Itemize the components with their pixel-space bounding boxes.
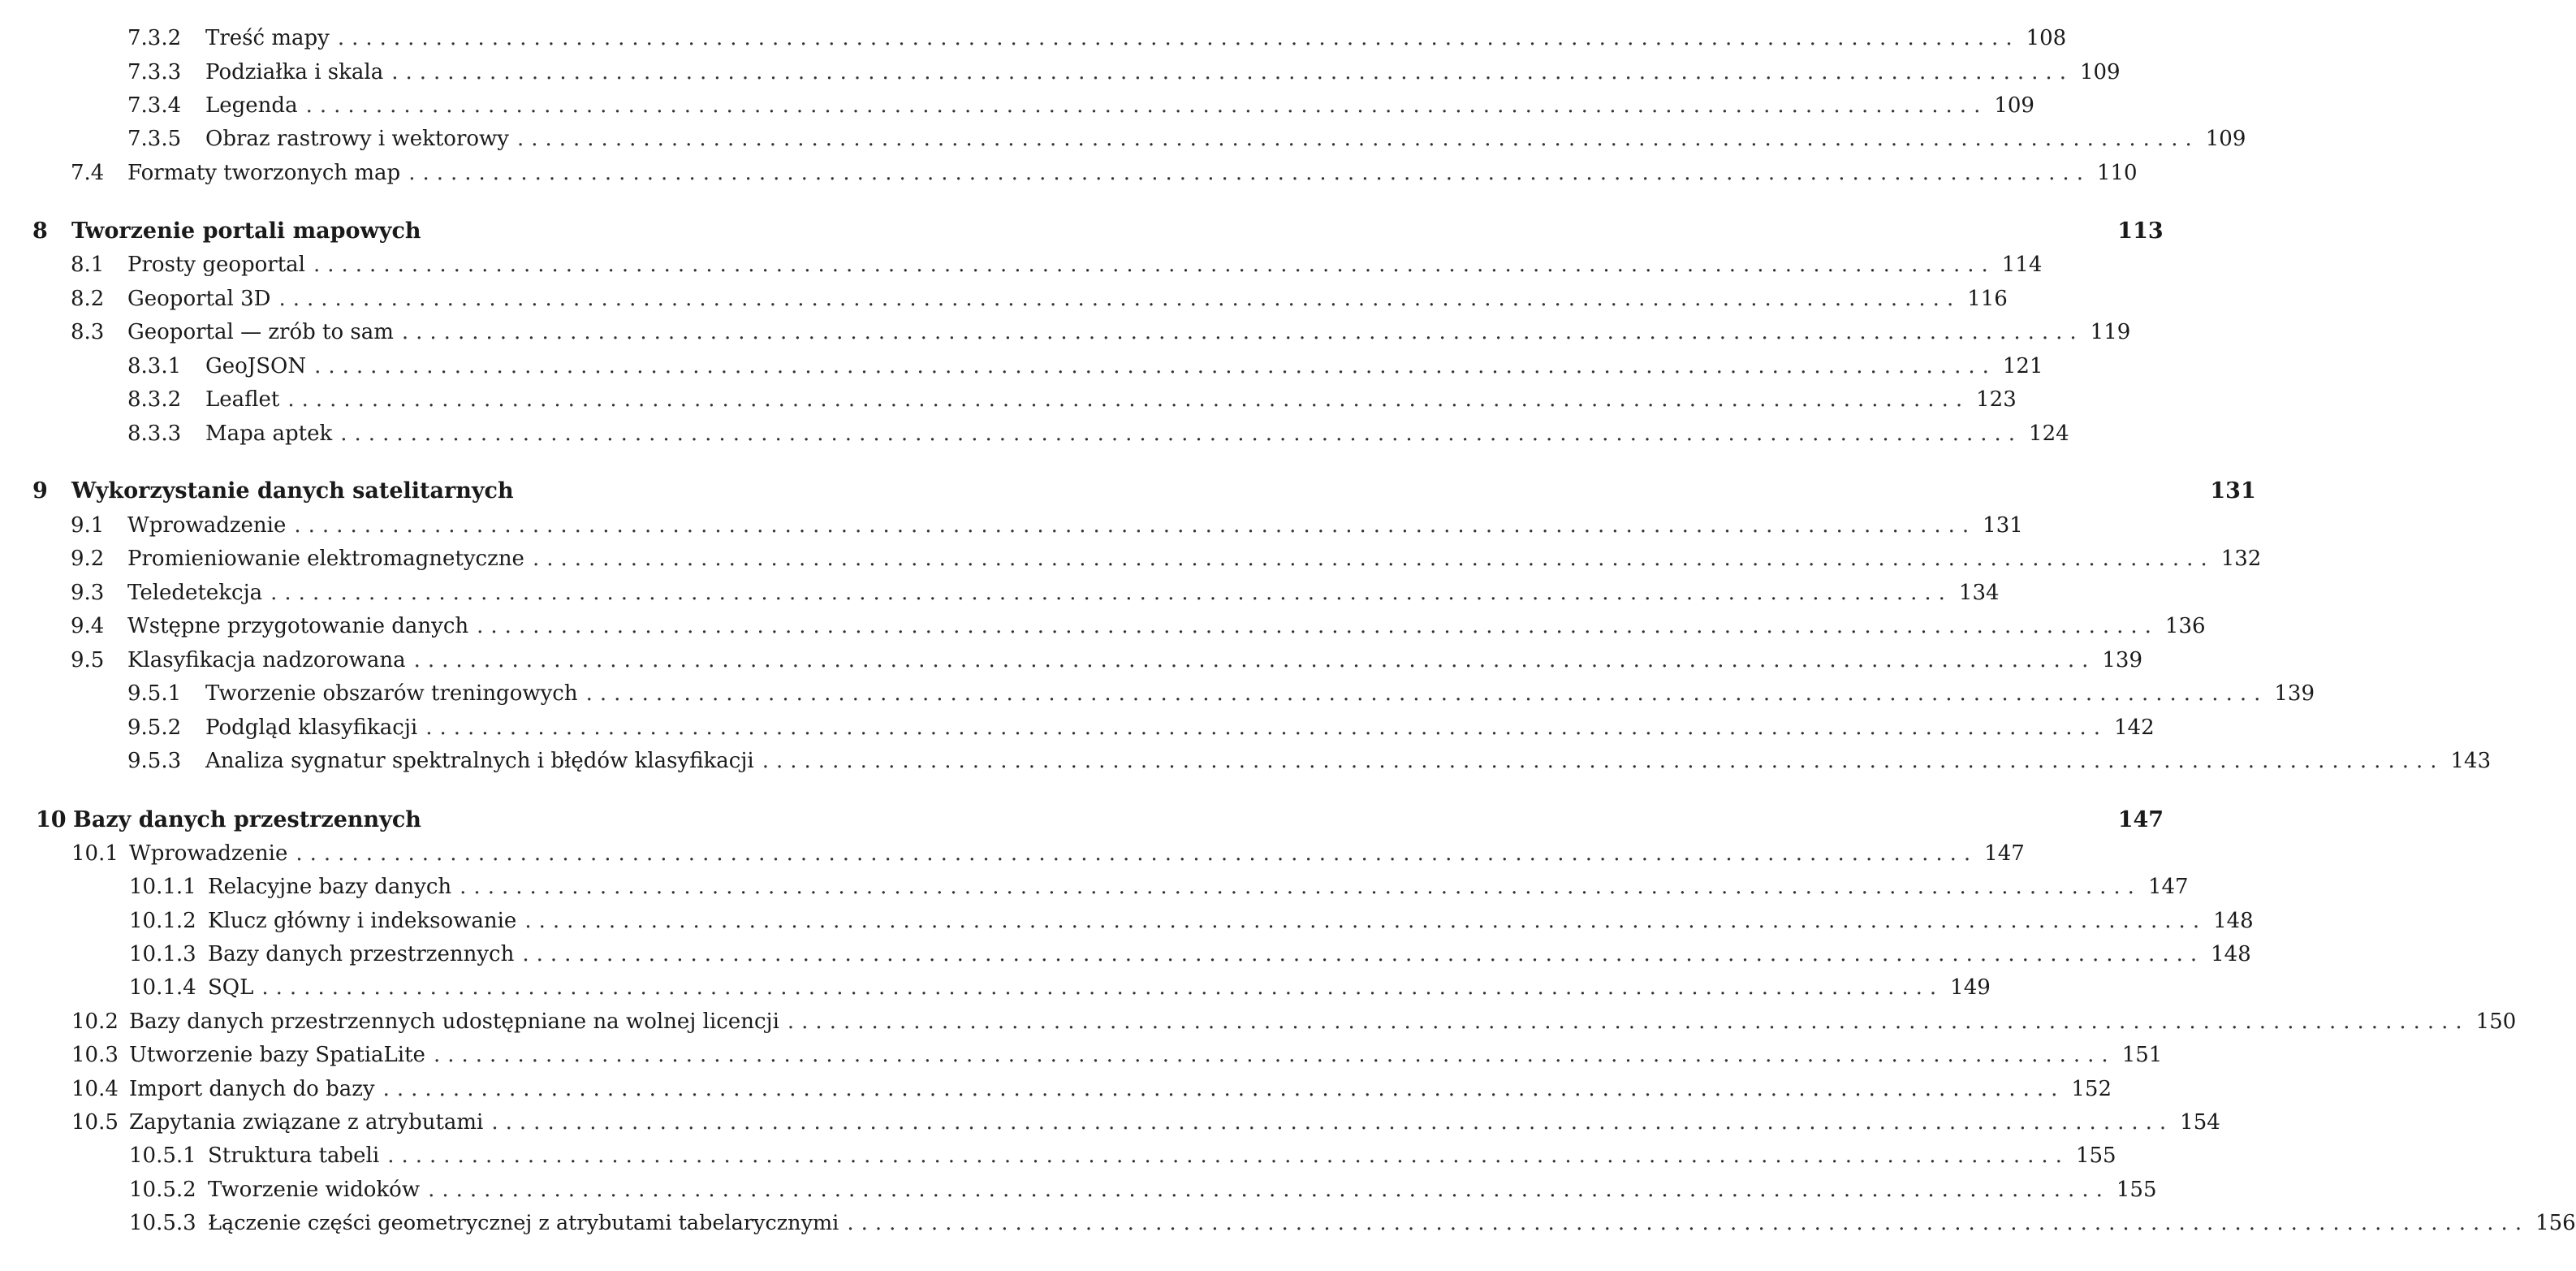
page-number: 139 <box>2102 648 2142 672</box>
section-number: 9.2 <box>71 547 105 571</box>
toc-entry <box>71 577 2000 609</box>
toc-entry <box>127 123 2246 155</box>
page-number: 131 <box>1983 513 2023 538</box>
section-title: Formaty tworzonych map <box>127 161 401 185</box>
toc-entry <box>71 837 2025 870</box>
section-number: 10.5 <box>71 1110 119 1135</box>
dot-leader: ........................................................................................................................ <box>313 253 1996 277</box>
section-number: 8 <box>32 218 48 244</box>
page-number: 109 <box>2205 127 2246 151</box>
dot-leader: ........................................................................................................................ <box>270 581 1952 605</box>
section-title: Obraz rastrowy i wektorowy <box>205 127 509 151</box>
section-number: 10.1 <box>71 841 119 866</box>
section-title: Bazy danych przestrzennych <box>208 942 515 966</box>
page-number: 121 <box>2002 354 2043 378</box>
toc-entry <box>127 56 2121 89</box>
toc-entry <box>127 711 2155 744</box>
page-number: 123 <box>1976 387 2017 412</box>
page-number: 151 <box>2121 1043 2163 1067</box>
toc-entry <box>71 316 2131 348</box>
section-number: 7.3.3 <box>127 60 182 84</box>
section-title: Klasyfikacja nadzorowana <box>127 648 406 672</box>
page-number: 150 <box>2475 1009 2517 1034</box>
section-number: 9.5.2 <box>127 715 182 740</box>
dot-leader: ........................................................................................................................ <box>340 422 2023 446</box>
section-title: Podgląd klasyfikacji <box>205 715 418 740</box>
toc-entry <box>71 157 2138 189</box>
page-number: 131 <box>2210 478 2256 504</box>
section-number: 10.1.1 <box>129 875 196 899</box>
dot-leader: ........................................................................................................................ <box>296 841 1978 866</box>
section-title: Zapytania związane z atrybutami <box>129 1110 484 1135</box>
section-title: Łączenie części geometrycznej z atrybutami tabelarycznymi <box>208 1211 839 1235</box>
section-title: GeoJSON <box>205 354 307 378</box>
dot-leader: ........................................................................................................................ <box>408 161 2091 185</box>
page-number: 108 <box>2026 26 2067 50</box>
section-number: 10.5.2 <box>129 1178 196 1202</box>
section-number: 8.3.3 <box>127 422 182 446</box>
page-number: 119 <box>2090 320 2131 344</box>
dot-leader: ........................................................................................................................ <box>425 715 2108 740</box>
page-number: 134 <box>1958 581 2000 605</box>
page-number: 132 <box>2220 547 2262 571</box>
section-number: 9.1 <box>71 513 105 538</box>
section-title: Relacyjne bazy danych <box>208 875 452 899</box>
page-number: 147 <box>2147 875 2189 899</box>
section-number: 10.1.3 <box>129 942 196 966</box>
toc-entry <box>129 1207 2576 1239</box>
dot-leader: ........................................................................................................................ <box>428 1178 2110 1202</box>
toc-entry <box>127 350 2043 383</box>
section-title: Legenda <box>205 93 298 118</box>
toc-entry <box>71 610 2206 642</box>
section-title: Bazy danych przestrzennych udostępniane na wolnej licencji <box>129 1009 779 1034</box>
section-title: Tworzenie portali mapowych <box>71 218 421 244</box>
dot-leader: ........................................................................................................................ <box>762 749 2444 773</box>
section-number: 8.1 <box>71 253 105 277</box>
page-number: 155 <box>2075 1143 2116 1168</box>
page-number: 136 <box>2164 614 2206 638</box>
toc-entry <box>71 543 2262 575</box>
section-title: Geoportal — zrób to sam <box>127 320 394 344</box>
dot-leader: ........................................................................................................................ <box>294 513 1977 538</box>
section-title: Import danych do bazy <box>129 1077 375 1101</box>
section-number: 9.5 <box>71 648 105 672</box>
toc-entry <box>129 971 1991 1004</box>
dot-leader: ........................................................................................................................ <box>524 909 2207 933</box>
section-title: Wprowadzenie <box>129 841 288 866</box>
toc-entry <box>127 383 2017 416</box>
dot-leader: ........................................................................................................................ <box>522 942 2205 966</box>
toc-chapter-entry <box>36 804 2164 837</box>
dot-leader: ........................................................................................................................ <box>585 681 2268 706</box>
section-number: 9.5.1 <box>127 681 182 706</box>
toc-entry <box>129 1139 2116 1172</box>
page-number: 142 <box>2114 715 2155 740</box>
section-title: Treść mapy <box>205 26 330 50</box>
section-number: 7.3.2 <box>127 26 182 50</box>
dot-leader: ........................................................................................................................ <box>287 387 1970 412</box>
toc-entry <box>127 745 2492 777</box>
page-number: 147 <box>1984 841 2025 866</box>
section-title: Teledetekcja <box>127 581 263 605</box>
section-number: 10.3 <box>71 1043 119 1067</box>
toc-entry <box>129 871 2189 903</box>
section-number: 10.2 <box>71 1009 119 1034</box>
page-number: 155 <box>2116 1178 2157 1202</box>
section-title: Analiza sygnatur spektralnych i błędów klasyfikacji <box>205 749 754 773</box>
page-number: 149 <box>1950 975 1991 1000</box>
toc-entry <box>71 1106 2220 1139</box>
section-title: Bazy danych przestrzennych <box>73 807 421 832</box>
page-number: 154 <box>2180 1110 2220 1135</box>
page-number: 109 <box>2079 60 2121 84</box>
section-title: Struktura tabeli <box>208 1143 380 1168</box>
dot-leader: ........................................................................................................................ <box>477 614 2159 638</box>
toc-entry <box>71 283 2008 315</box>
dot-leader: ........................................................................................................................ <box>460 875 2142 899</box>
page-number: 152 <box>2071 1077 2112 1101</box>
page-number: 148 <box>2211 942 2251 966</box>
section-number: 10.5.3 <box>129 1211 196 1235</box>
dot-leader: ........................................................................................................................ <box>305 93 1988 118</box>
section-number: 7.4 <box>71 161 105 185</box>
section-title: Tworzenie obszarów treningowych <box>205 681 578 706</box>
toc-chapter-entry <box>32 215 2164 248</box>
dot-leader: ........................................................................................................................ <box>433 1043 2116 1067</box>
page-number: 110 <box>2096 161 2138 185</box>
section-title: Klucz główny i indeksowanie <box>208 909 517 933</box>
toc-entry <box>71 1005 2517 1038</box>
section-title: Geoportal 3D <box>127 287 271 311</box>
section-number: 8.3.1 <box>127 354 182 378</box>
section-number: 9.4 <box>71 614 105 638</box>
dot-leader: ........................................................................................................................ <box>337 26 2020 50</box>
dot-leader: ........................................................................................................................ <box>401 320 2084 344</box>
section-number: 10.4 <box>71 1077 119 1101</box>
page-number: 139 <box>2274 681 2315 706</box>
dot-leader: ........................................................................................................................ <box>532 547 2215 571</box>
section-number: 10 <box>36 807 67 832</box>
toc-entry <box>71 1073 2112 1105</box>
dot-leader: ........................................................................................................................ <box>382 1077 2065 1101</box>
toc-entry <box>71 1039 2163 1071</box>
section-number: 7.3.5 <box>127 127 182 151</box>
dot-leader: ........................................................................................................................ <box>847 1211 2530 1235</box>
section-number: 10.1.2 <box>129 909 196 933</box>
section-number: 8.3 <box>71 320 105 344</box>
toc-entry <box>127 22 2067 54</box>
dot-leader: ........................................................................................................................ <box>413 648 2096 672</box>
dot-leader: ........................................................................................................................ <box>261 975 1944 1000</box>
page-number: 113 <box>2117 218 2164 244</box>
dot-leader: ........................................................................................................................ <box>491 1110 2174 1135</box>
toc-entry <box>71 509 2023 542</box>
page-number: 156 <box>2535 1211 2576 1235</box>
section-number: 9.5.3 <box>127 749 182 773</box>
page-number: 148 <box>2213 909 2254 933</box>
page-number: 109 <box>1994 93 2034 118</box>
section-number: 9 <box>32 478 48 504</box>
dot-leader: ........................................................................................................................ <box>516 127 2199 151</box>
toc-entry <box>129 905 2254 937</box>
dot-leader: ........................................................................................................................ <box>314 354 1996 378</box>
page-number: 116 <box>1967 287 2008 311</box>
section-number: 8.3.2 <box>127 387 182 412</box>
section-title: Prosty geoportal <box>127 253 305 277</box>
section-title: Mapa aptek <box>205 422 333 446</box>
toc-entry <box>127 417 2069 450</box>
section-title: Promieniowanie elektromagnetyczne <box>127 547 524 571</box>
section-title: Wstępne przygotowanie danych <box>127 614 469 638</box>
section-number: 7.3.4 <box>127 93 182 118</box>
dot-leader: ........................................................................................................................ <box>278 287 1961 311</box>
section-number: 9.3 <box>71 581 105 605</box>
toc-entry <box>129 938 2251 971</box>
page-number: 114 <box>2001 253 2043 277</box>
dot-leader: ........................................................................................................................ <box>391 60 2073 84</box>
section-title: Utworzenie bazy SpatiaLite <box>129 1043 425 1067</box>
section-title: Podziałka i skala <box>205 60 384 84</box>
section-title: SQL <box>208 975 254 1000</box>
section-title: Wykorzystanie danych satelitarnych <box>71 478 514 504</box>
toc-entry <box>129 1174 2157 1206</box>
toc-entry <box>71 249 2043 281</box>
section-number: 10.1.4 <box>129 975 196 1000</box>
page-number: 143 <box>2450 749 2492 773</box>
page-number: 124 <box>2029 422 2069 446</box>
page-number: 147 <box>2117 807 2164 832</box>
section-title: Tworzenie widoków <box>208 1178 421 1202</box>
toc-entry <box>71 644 2142 677</box>
section-number: 10.5.1 <box>129 1143 196 1168</box>
section-number: 8.2 <box>71 287 105 311</box>
toc-entry <box>127 677 2315 710</box>
dot-leader: ........................................................................................................................ <box>787 1009 2470 1034</box>
dot-leader: ........................................................................................................................ <box>387 1143 2069 1168</box>
section-title: Wprowadzenie <box>127 513 287 538</box>
toc-entry <box>127 89 2034 122</box>
section-title: Leaflet <box>205 387 280 412</box>
toc-chapter-entry <box>32 475 2256 508</box>
